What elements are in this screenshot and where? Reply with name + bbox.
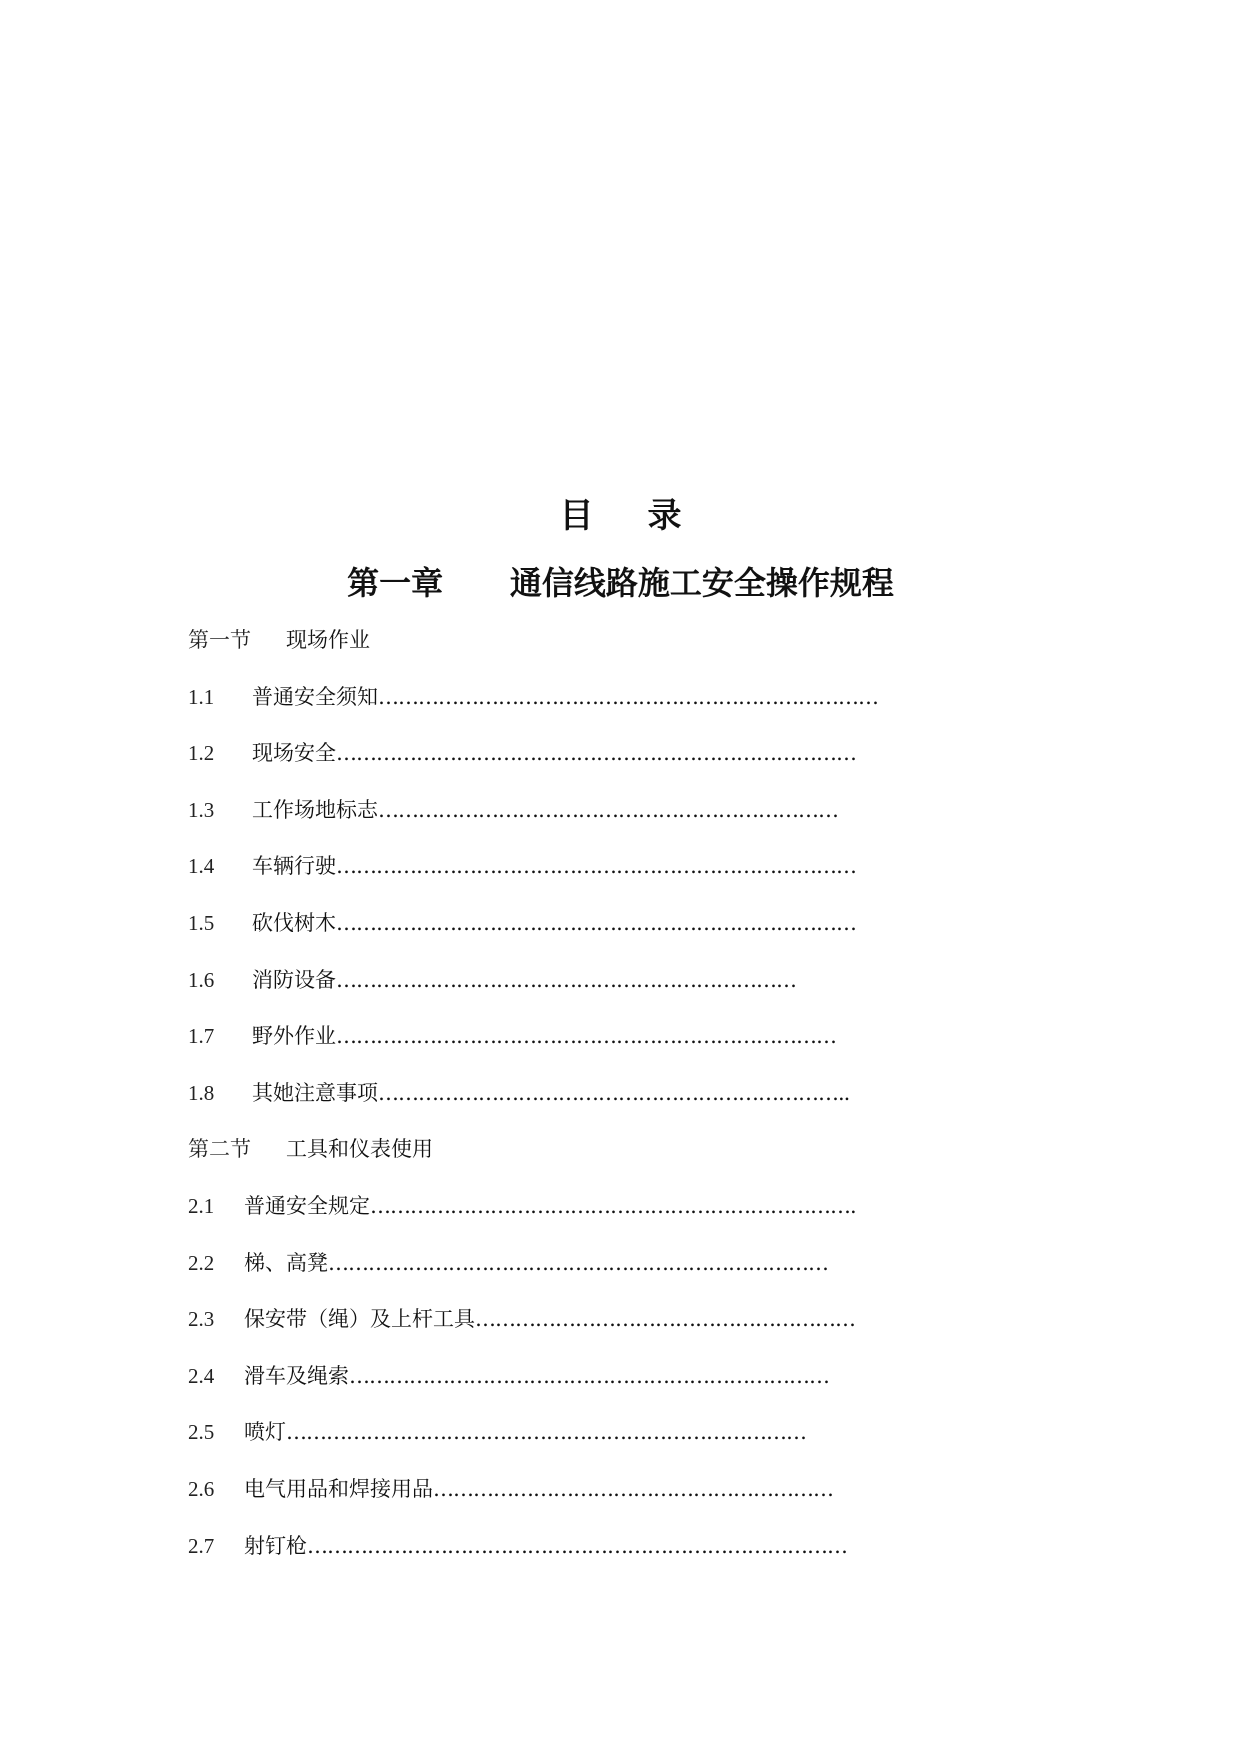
toc-entry[interactable] [188, 738, 948, 795]
toc-label: 车辆行驶 [252, 854, 336, 879]
toc-number: 1.4 [188, 854, 215, 879]
toc-label: 野外作业 [252, 1024, 336, 1049]
toc-label: 其她注意事项 [252, 1080, 378, 1105]
toc-number: 1.2 [188, 741, 215, 766]
toc-number: 1.7 [188, 1024, 215, 1049]
toc-number: 2.4 [188, 1363, 215, 1388]
toc-number: 2.5 [188, 1420, 215, 1445]
toc-label: 保安带（绳）及上杆工具 [244, 1307, 475, 1332]
toc-leader: ………………………………………………… [475, 1307, 855, 1332]
toc-leader: …………………………………………………………… [336, 967, 796, 992]
toc-number: 2.1 [188, 1193, 215, 1218]
toc-label: 现场作业 [286, 628, 370, 652]
toc-label: 滑车及绳索 [244, 1363, 349, 1388]
toc-number: 2.3 [188, 1307, 215, 1332]
toc-entry[interactable] [188, 1304, 948, 1361]
toc-entry[interactable] [188, 1474, 948, 1531]
toc-title: 目录 [559, 496, 736, 536]
toc-section-1 [188, 625, 948, 682]
toc-leader: ……………………………………………………………… [349, 1363, 829, 1388]
toc-entry[interactable] [188, 1417, 948, 1474]
toc-number: 1.1 [188, 684, 215, 709]
toc-entry[interactable] [188, 1191, 948, 1248]
toc-leader: …………………………………………………………………… [336, 741, 856, 766]
toc-number: 2.6 [188, 1476, 215, 1501]
toc-label: 射钉枪 [244, 1533, 307, 1558]
toc-entry[interactable] [188, 1248, 948, 1305]
toc-leader: …………………………………………………………… [378, 797, 838, 822]
toc-label: 普通安全规定 [244, 1193, 370, 1218]
toc-entry[interactable] [188, 682, 948, 739]
toc-entry[interactable] [188, 851, 948, 908]
toc-entry[interactable] [188, 908, 948, 965]
toc-number: 2.2 [188, 1250, 215, 1275]
table-of-contents [188, 625, 948, 1587]
toc-leader: ………………………………………………………………… [378, 684, 878, 709]
toc-leader: …………………………………………………………………… [286, 1420, 806, 1445]
toc-entry[interactable] [188, 965, 948, 1022]
toc-section-2 [188, 1134, 948, 1191]
toc-label: 工具和仪表使用 [286, 1137, 433, 1162]
toc-label: 现场安全 [252, 741, 336, 766]
toc-leader: …………………………………………………………………… [336, 854, 856, 879]
toc-leader: ……………………………………………………………………… [307, 1533, 847, 1558]
toc-label: 消防设备 [252, 967, 336, 992]
toc-label: 砍伐树木 [252, 910, 336, 935]
toc-label: 工作场地标志 [252, 797, 378, 822]
toc-number: 1.3 [188, 797, 215, 822]
toc-entry[interactable] [188, 795, 948, 852]
toc-number: 1.6 [188, 967, 215, 992]
toc-number: 第二节 [188, 1137, 251, 1162]
chapter-title: 第一章 通信线路施工安全操作规程 [347, 564, 894, 602]
toc-number: 1.8 [188, 1080, 215, 1105]
toc-entry[interactable] [188, 1021, 948, 1078]
toc-leader: ………………………………………………………………… [328, 1250, 828, 1275]
toc-number: 2.7 [188, 1533, 215, 1558]
toc-entry[interactable] [188, 1078, 948, 1135]
toc-leader: …………………………………………………………………… [336, 910, 856, 935]
toc-leader: ………………………………………………………………. [370, 1193, 856, 1218]
toc-label: 普通安全须知 [252, 684, 378, 709]
toc-entry[interactable] [188, 1361, 948, 1418]
toc-number: 1.5 [188, 910, 215, 935]
toc-label: 电气用品和焊接用品 [244, 1476, 433, 1501]
toc-leader: ………………………………………………………………… [336, 1024, 836, 1049]
toc-leader: …………………………………………………… [433, 1476, 833, 1501]
toc-entry[interactable] [188, 1531, 948, 1588]
toc-label: 梯、高凳 [244, 1250, 328, 1275]
toc-leader: …………………………………………………………….. [378, 1080, 850, 1105]
toc-label: 喷灯 [244, 1420, 286, 1445]
toc-number: 第一节 [188, 628, 251, 652]
